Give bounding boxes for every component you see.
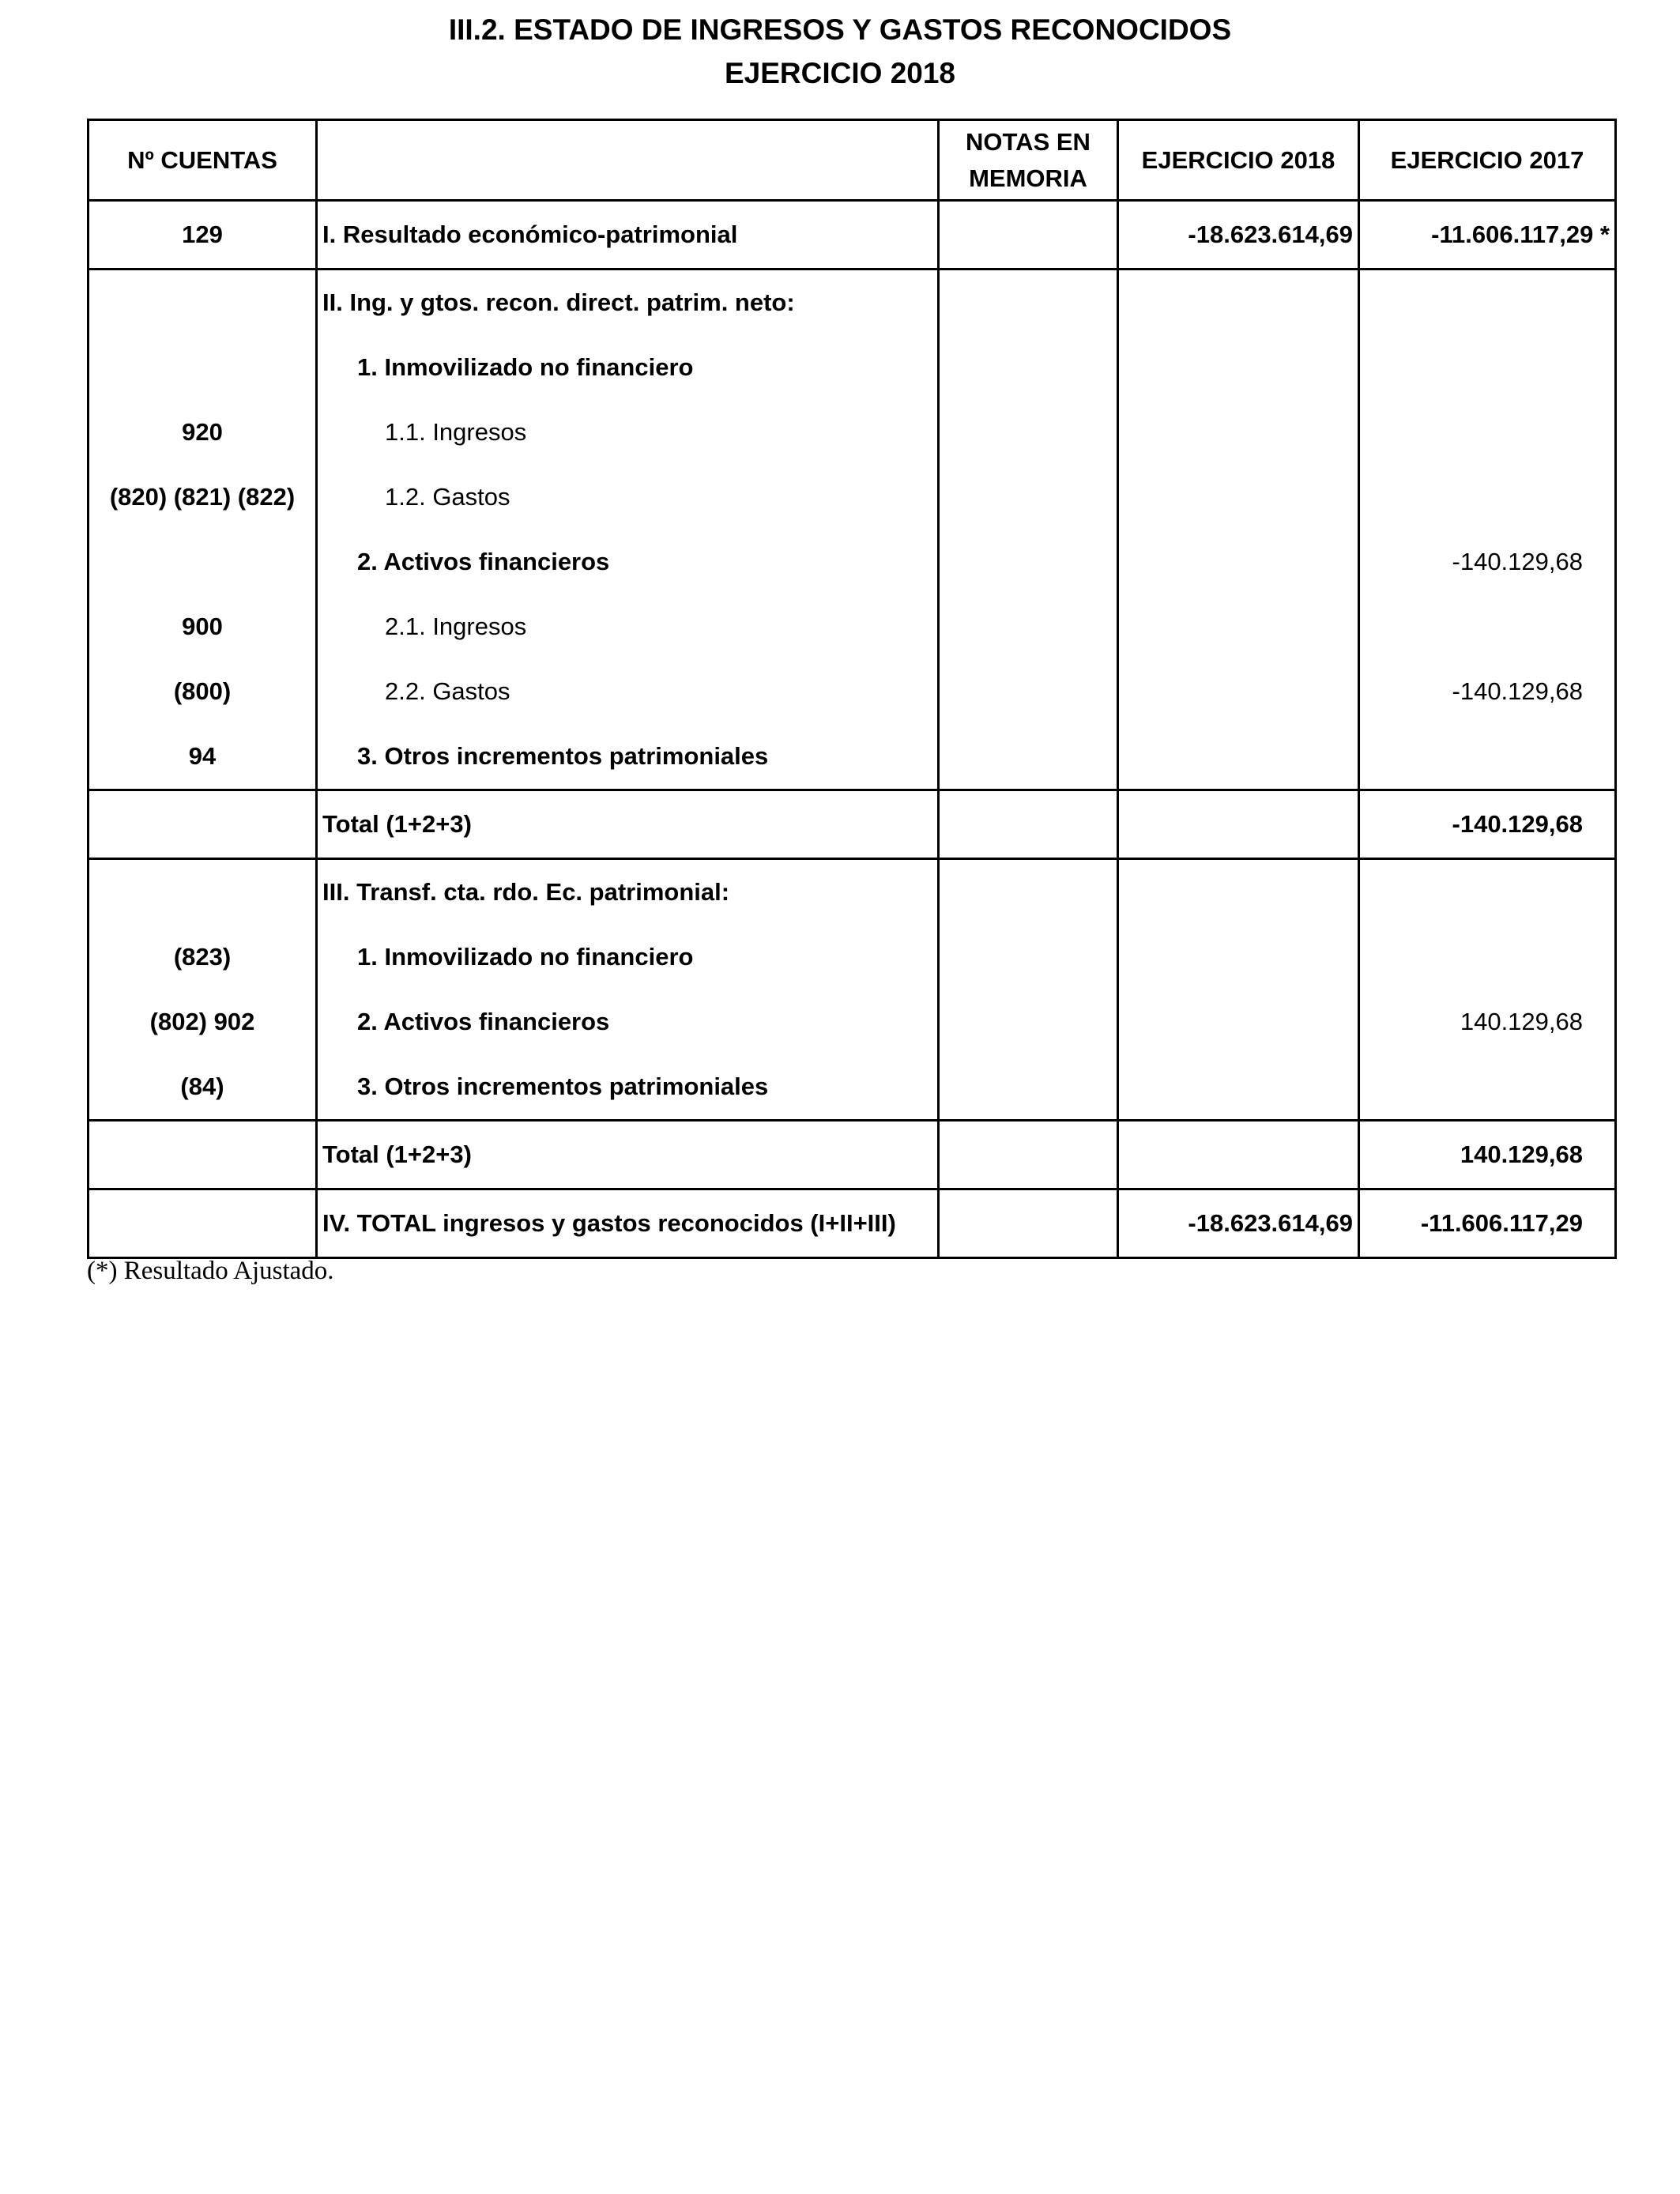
- value-2018-cell: [1118, 594, 1359, 659]
- table-row: [89, 790, 1616, 859]
- account-cell: (802) 902: [89, 990, 317, 1054]
- value-2018-cell: [1118, 400, 1359, 465]
- notes-cell: [939, 465, 1118, 530]
- value-2017-cell: [1359, 1054, 1616, 1121]
- value-2017-cell: -140.129,68: [1359, 659, 1616, 724]
- value-2018-cell: [1118, 465, 1359, 530]
- notes-cell: [939, 990, 1118, 1054]
- description-cell: 2. Activos financieros: [317, 990, 939, 1054]
- table-row: [89, 724, 1616, 790]
- header-year-2018: EJERCICIO 2018: [1118, 120, 1359, 201]
- header-year-2017: EJERCICIO 2017: [1359, 120, 1616, 201]
- header-notes-line2: MEMORIA: [969, 164, 1087, 192]
- account-cell: 920: [89, 400, 317, 465]
- account-cell: [89, 1189, 317, 1258]
- description-cell: 1.1. Ingresos: [317, 400, 939, 465]
- notes-cell: [939, 859, 1118, 925]
- header-accounts: Nº CUENTAS: [89, 120, 317, 201]
- description-cell: 1. Inmovilizado no financiero: [317, 335, 939, 400]
- account-cell: (84): [89, 1054, 317, 1121]
- account-cell: (823): [89, 925, 317, 990]
- account-cell: [89, 790, 317, 859]
- notes-cell: [939, 400, 1118, 465]
- account-cell: 129: [89, 201, 317, 270]
- account-cell: [89, 1121, 317, 1189]
- description-cell: 2.2. Gastos: [317, 659, 939, 724]
- header-notes-line1: NOTAS EN: [966, 127, 1090, 156]
- value-2017-cell: -140.129,68: [1359, 790, 1616, 859]
- value-2018-cell: [1118, 859, 1359, 925]
- value-2017-cell: [1359, 925, 1616, 990]
- table-row: [89, 1121, 1616, 1189]
- value-2017-cell: [1359, 335, 1616, 400]
- value-2017-cell: 140.129,68: [1359, 990, 1616, 1054]
- description-cell: Total (1+2+3): [317, 1121, 939, 1189]
- table-row: [89, 594, 1616, 659]
- table-row: [89, 400, 1616, 465]
- value-2017-cell: 140.129,68: [1359, 1121, 1616, 1189]
- value-2017-cell: [1359, 465, 1616, 530]
- value-2018-cell: [1118, 659, 1359, 724]
- title-line-2: EJERCICIO 2018: [724, 57, 956, 89]
- table-row: [89, 201, 1616, 270]
- account-cell: [89, 270, 317, 336]
- notes-cell: [939, 925, 1118, 990]
- notes-cell: [939, 724, 1118, 790]
- value-2017-cell: [1359, 724, 1616, 790]
- description-cell: 1. Inmovilizado no financiero: [317, 925, 939, 990]
- table-row: [89, 859, 1616, 925]
- value-2018-cell: [1118, 790, 1359, 859]
- account-cell: [89, 859, 317, 925]
- notes-cell: [939, 270, 1118, 336]
- description-cell: 3. Otros incrementos patrimoniales: [317, 724, 939, 790]
- value-2018-cell: -18.623.614,69: [1118, 201, 1359, 270]
- value-2017-cell: -11.606.117,29 *: [1359, 201, 1616, 270]
- value-2017-cell: [1359, 859, 1616, 925]
- description-cell: II. Ing. y gtos. recon. direct. patrim. neto:: [317, 270, 939, 336]
- value-2017-cell: [1359, 270, 1616, 336]
- description-cell: III. Transf. cta. rdo. Ec. patrimonial:: [317, 859, 939, 925]
- description-cell: I. Resultado económico-patrimonial: [317, 201, 939, 270]
- notes-cell: [939, 335, 1118, 400]
- table-row: [89, 530, 1616, 594]
- header-description: [317, 120, 939, 201]
- footnote: (*) Resultado Ajustado.: [87, 1257, 334, 1285]
- table-row: [89, 1054, 1616, 1121]
- value-2017-cell: -140.129,68: [1359, 530, 1616, 594]
- account-cell: [89, 335, 317, 400]
- header-notes: [939, 120, 1118, 201]
- table-row: [89, 335, 1616, 400]
- value-2017-cell: [1359, 594, 1616, 659]
- value-2018-cell: [1118, 724, 1359, 790]
- description-cell: IV. TOTAL ingresos y gastos reconocidos (I+II+III): [317, 1189, 939, 1258]
- notes-cell: [939, 1121, 1118, 1189]
- account-cell: (820) (821) (822): [89, 465, 317, 530]
- value-2018-cell: [1118, 335, 1359, 400]
- table-header-row: [89, 120, 1616, 201]
- description-cell: 3. Otros incrementos patrimoniales: [317, 1054, 939, 1121]
- document-title: [0, 8, 1680, 95]
- table-row: [89, 659, 1616, 724]
- notes-cell: [939, 1054, 1118, 1121]
- table-row: [89, 1189, 1616, 1258]
- description-cell: 1.2. Gastos: [317, 465, 939, 530]
- table-row: [89, 925, 1616, 990]
- description-cell: 2.1. Ingresos: [317, 594, 939, 659]
- description-cell: 2. Activos financieros: [317, 530, 939, 594]
- value-2018-cell: [1118, 1121, 1359, 1189]
- value-2017-cell: [1359, 400, 1616, 465]
- description-cell: Total (1+2+3): [317, 790, 939, 859]
- value-2018-cell: [1118, 925, 1359, 990]
- notes-cell: [939, 1189, 1118, 1258]
- value-2018-cell: [1118, 990, 1359, 1054]
- income-expense-table: [87, 119, 1617, 1259]
- table-row: [89, 465, 1616, 530]
- notes-cell: [939, 659, 1118, 724]
- account-cell: 900: [89, 594, 317, 659]
- value-2018-cell: [1118, 1054, 1359, 1121]
- value-2018-cell: [1118, 270, 1359, 336]
- title-line-1: III.2. ESTADO DE INGRESOS Y GASTOS RECONOCIDOS: [448, 13, 1232, 46]
- notes-cell: [939, 530, 1118, 594]
- account-cell: (800): [89, 659, 317, 724]
- table-row: [89, 990, 1616, 1054]
- account-cell: 94: [89, 724, 317, 790]
- notes-cell: [939, 594, 1118, 659]
- value-2018-cell: -18.623.614,69: [1118, 1189, 1359, 1258]
- value-2018-cell: [1118, 530, 1359, 594]
- notes-cell: [939, 790, 1118, 859]
- account-cell: [89, 530, 317, 594]
- notes-cell: [939, 201, 1118, 270]
- table-row: [89, 270, 1616, 336]
- value-2017-cell: -11.606.117,29: [1359, 1189, 1616, 1258]
